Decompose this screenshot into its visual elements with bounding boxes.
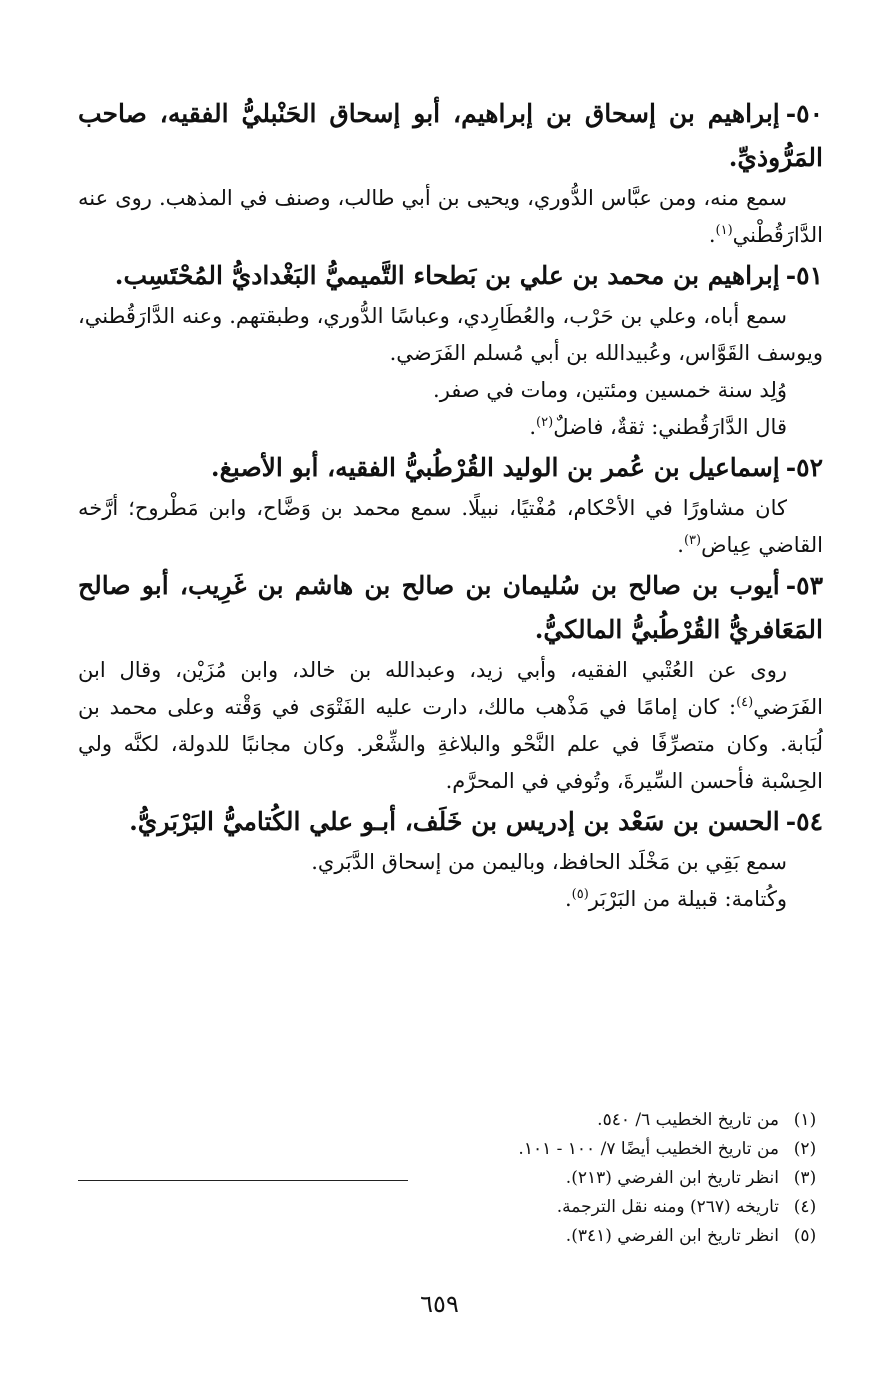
- entry-number: ٥١-: [785, 261, 823, 290]
- footnotes: [78, 1106, 823, 1251]
- entry-heading: [78, 446, 823, 490]
- footnote-number: (١): [793, 1110, 817, 1130]
- footnote-text: انظر تاريخ ابن الفرضي (٣٤١).: [565, 1226, 779, 1246]
- entry-50: [78, 92, 823, 254]
- entry-52: [78, 446, 823, 564]
- punctuation: .: [677, 533, 684, 557]
- paragraph: سمع أباه، وعلي بن حَرْب، والعُطَارِدي، وعباسًا الدُّوري، وطبقتهم. وعنه الدَّارَقُطني، ويوسف القَوَّاس، وعُبيدالله بن أبي مُسلم الفَرَضي.: [78, 304, 823, 365]
- footnote-number: (٢): [793, 1139, 817, 1159]
- footnote-ref[interactable]: (٤): [736, 695, 754, 710]
- entry-text: [78, 652, 823, 800]
- paragraph: : كان إمامًا في مَذْهب مالك، دارت عليه الفَتْوَى في وَقْته وعلى محمد بن لُبَابة. وكان متصرِّفًا في علم النَّحْو والبلاغةِ والشِّعْر. وكان مجانبًا للدولة، لكنَّه ولي الحِسْبة فأحسن السِّيرةَ، وتُوفي في المحرَّم.: [78, 695, 823, 793]
- footnote-ref[interactable]: (٢): [536, 415, 554, 430]
- entry-heading: [78, 800, 823, 844]
- footnote-text: من تاريخ الخطيب ٦/ ٥٤٠.: [597, 1110, 779, 1130]
- entry-title: الحسن بن سَعْد بن إدريس بن خَلَف، أبـو علي الكُتاميُّ البَرْبَريُّ.: [129, 807, 780, 836]
- entry-heading: [78, 254, 823, 298]
- footnote-text: من تاريخ الخطيب أيضًا ٧/ ١٠٠ - ١٠١.: [518, 1139, 779, 1159]
- footnote-2: [78, 1135, 823, 1164]
- punctuation: .: [708, 223, 716, 247]
- footnote-ref[interactable]: (١): [715, 223, 733, 238]
- footnote-number: (٥): [793, 1226, 817, 1246]
- paragraph: سمع بَقِي بن مَخْلَد الحافظ، وباليمن من إسحاق الدَّبَري.: [311, 850, 787, 874]
- entry-title: إسماعيل بن عُمر بن الوليد القُرْطُبيُّ الفقيه، أبو الأصبغ.: [210, 453, 780, 482]
- entry-number: ٥٣-: [785, 571, 823, 600]
- entry-number: ٥٤-: [785, 807, 823, 836]
- entry-53: [78, 564, 823, 800]
- quote-text: قال الدَّارَقُطني: ثقةٌ، فاضلٌ: [553, 415, 787, 439]
- entry-title: أيوب بن صالح بن سُليمان بن صالح بن هاشم بن غَرِيب، أبو صالح المَعَافريُّ القُرْطُبيُّ المالكيُّ.: [78, 571, 823, 644]
- punctuation: .: [564, 887, 572, 911]
- footnote-text: انظر تاريخ ابن الفرضي (٢١٣).: [565, 1168, 779, 1188]
- paragraph: [78, 881, 823, 918]
- entry-heading: [78, 564, 823, 652]
- entry-54: [78, 800, 823, 918]
- entry-51: [78, 254, 823, 446]
- footnote-ref[interactable]: (٣): [683, 533, 702, 548]
- paragraph: سمع منه، ومن عبَّاس الدُّوري، ويحيى بن أبي طالب، وصنف في المذهب. روى عنه الدَّارَقُطْني: [78, 186, 823, 247]
- paragraph: وُلِد سنة خمسين ومئتين، ومات في صفر.: [433, 378, 787, 402]
- paragraph-text: وكُتامة: قبيلة من البَرْبَر: [588, 887, 787, 911]
- footnote-5: [78, 1222, 823, 1251]
- footnote-4: [78, 1193, 823, 1222]
- entry-heading: [78, 92, 823, 180]
- footnote-number: (٤): [793, 1197, 817, 1217]
- entry-number: ٥٢-: [785, 453, 823, 482]
- paragraph: [78, 409, 823, 446]
- entry-text: [78, 490, 823, 564]
- entry-title: إبراهيم بن محمد بن علي بن بَطحاء التَّميميُّ البَغْداديُّ المُحْتَسِب.: [114, 261, 780, 290]
- entry-text: [78, 180, 823, 254]
- entry-title: إبراهيم بن إسحاق بن إبراهيم، أبو إسحاق الحَنْبليُّ الفقيه، صاحب المَرُّوذيِّ.: [78, 99, 823, 172]
- paragraph: روى عن العُتْبي الفقيه، وأبي زيد، وعبدالله بن خالد، وابن مُزَيْن، وقال ابن الفَرَضي: [78, 658, 823, 719]
- punctuation: .: [529, 415, 537, 439]
- footnote-text: تاريخه (٢٦٧) ومنه نقل الترجمة.: [556, 1197, 779, 1217]
- entry-number: ٥٠-: [785, 99, 823, 128]
- page-number: ٦٥٩: [420, 1290, 459, 1318]
- footnote-number: (٣): [793, 1168, 817, 1188]
- paragraph: كان مشاورًا في الأحْكام، مُفْتيًا، نبيلًا. سمع محمد بن وَضَّاح، وابن مَطْروح؛ أرَّخه القاضي عِياض: [78, 496, 823, 557]
- footnote-1: [78, 1106, 823, 1135]
- footnote-3: [78, 1164, 823, 1193]
- footnote-ref[interactable]: (٥): [571, 887, 589, 902]
